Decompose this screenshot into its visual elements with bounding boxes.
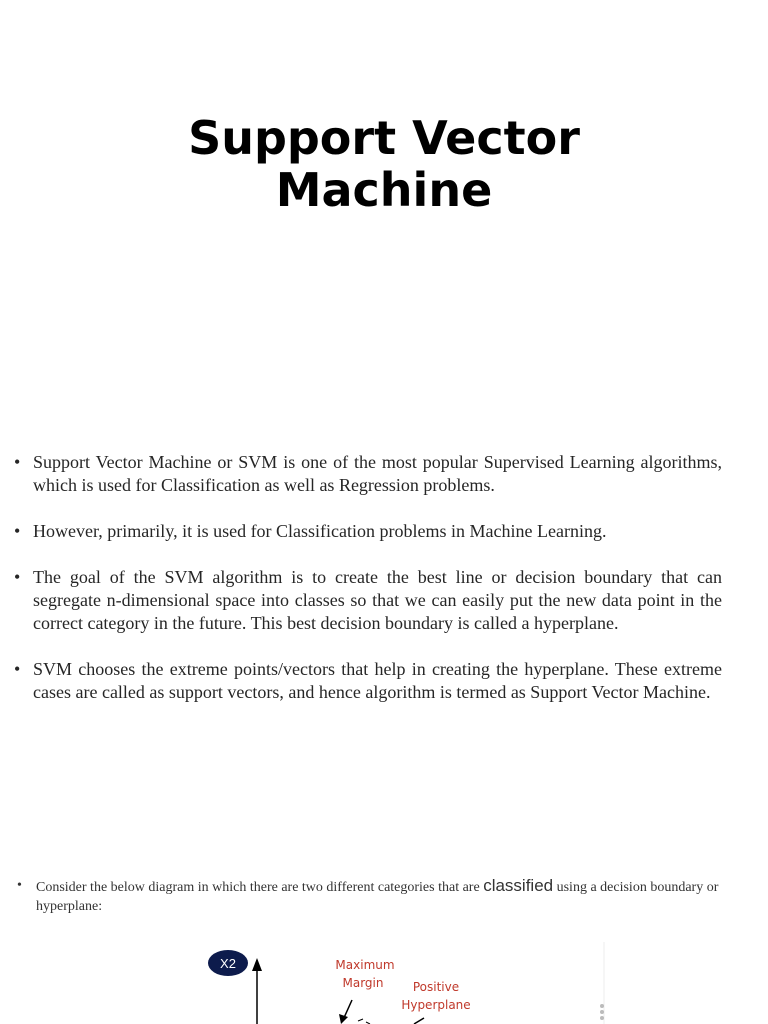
note-text-after: using a decision boundary or hyperplane: bbox=[36, 880, 719, 914]
scroll-dot-3 bbox=[600, 1016, 604, 1020]
note-text-before: Consider the below diagram in which there are two different categories that are bbox=[36, 880, 484, 895]
svm-diagram-canvas bbox=[200, 942, 612, 1024]
bullet-marker: • bbox=[14, 521, 21, 541]
positive-hyperplane-label-1: Positive bbox=[412, 980, 460, 994]
positive-hyperplane-label-2: Hyperplane bbox=[401, 998, 471, 1012]
positive-hyperplane-arrow bbox=[414, 1018, 424, 1024]
bullet-text: SVM chooses the extreme points/vectors that help in creating the hyperplane. These extreme cases are called as support vectors, and hence algorithm is termed as Support Vector Machine. bbox=[33, 659, 722, 702]
slide-title-line-2: Machine bbox=[275, 163, 493, 217]
bullet-item bbox=[14, 451, 722, 497]
scroll-dot-2 bbox=[600, 1010, 604, 1014]
scroll-dot-1 bbox=[600, 1004, 604, 1008]
bullet-text: However, primarily, it is used for Classification problems in Machine Learning. bbox=[33, 521, 607, 541]
svm-diagram bbox=[200, 942, 612, 1024]
bullet-item bbox=[14, 520, 722, 543]
slide-title bbox=[0, 112, 768, 216]
bullet-item bbox=[14, 566, 722, 635]
bullet-marker: • bbox=[14, 659, 21, 679]
max-margin-arrowhead bbox=[339, 1014, 348, 1024]
diagram-intro-note bbox=[17, 876, 761, 916]
bullet-marker: • bbox=[14, 452, 21, 472]
x2-axis-label: X2 bbox=[220, 956, 236, 971]
y-axis-arrowhead bbox=[252, 958, 262, 971]
bullet-marker: • bbox=[14, 567, 21, 587]
bullet-item bbox=[14, 658, 722, 704]
bullet-list bbox=[14, 451, 722, 727]
max-margin-label-1: Maximum bbox=[335, 958, 395, 972]
slide-title-line-1: Support Vector bbox=[188, 111, 580, 165]
bullet-text: Support Vector Machine or SVM is one of the most popular Supervised Learning algorithms, which is used for Classification as well as Regression problems. bbox=[33, 452, 722, 495]
bullet-text: The goal of the SVM algorithm is to create the best line or decision boundary that can segregate n-dimensional space into classes so that we can easily put the new data point in the correct category in the future. This best decision boundary is called a hyperplane. bbox=[33, 567, 722, 633]
note-emphasis: classified bbox=[483, 876, 554, 895]
max-margin-label-2: Margin bbox=[342, 976, 384, 990]
bullet-marker: • bbox=[17, 878, 22, 893]
margin-tick-1 bbox=[358, 1019, 363, 1021]
